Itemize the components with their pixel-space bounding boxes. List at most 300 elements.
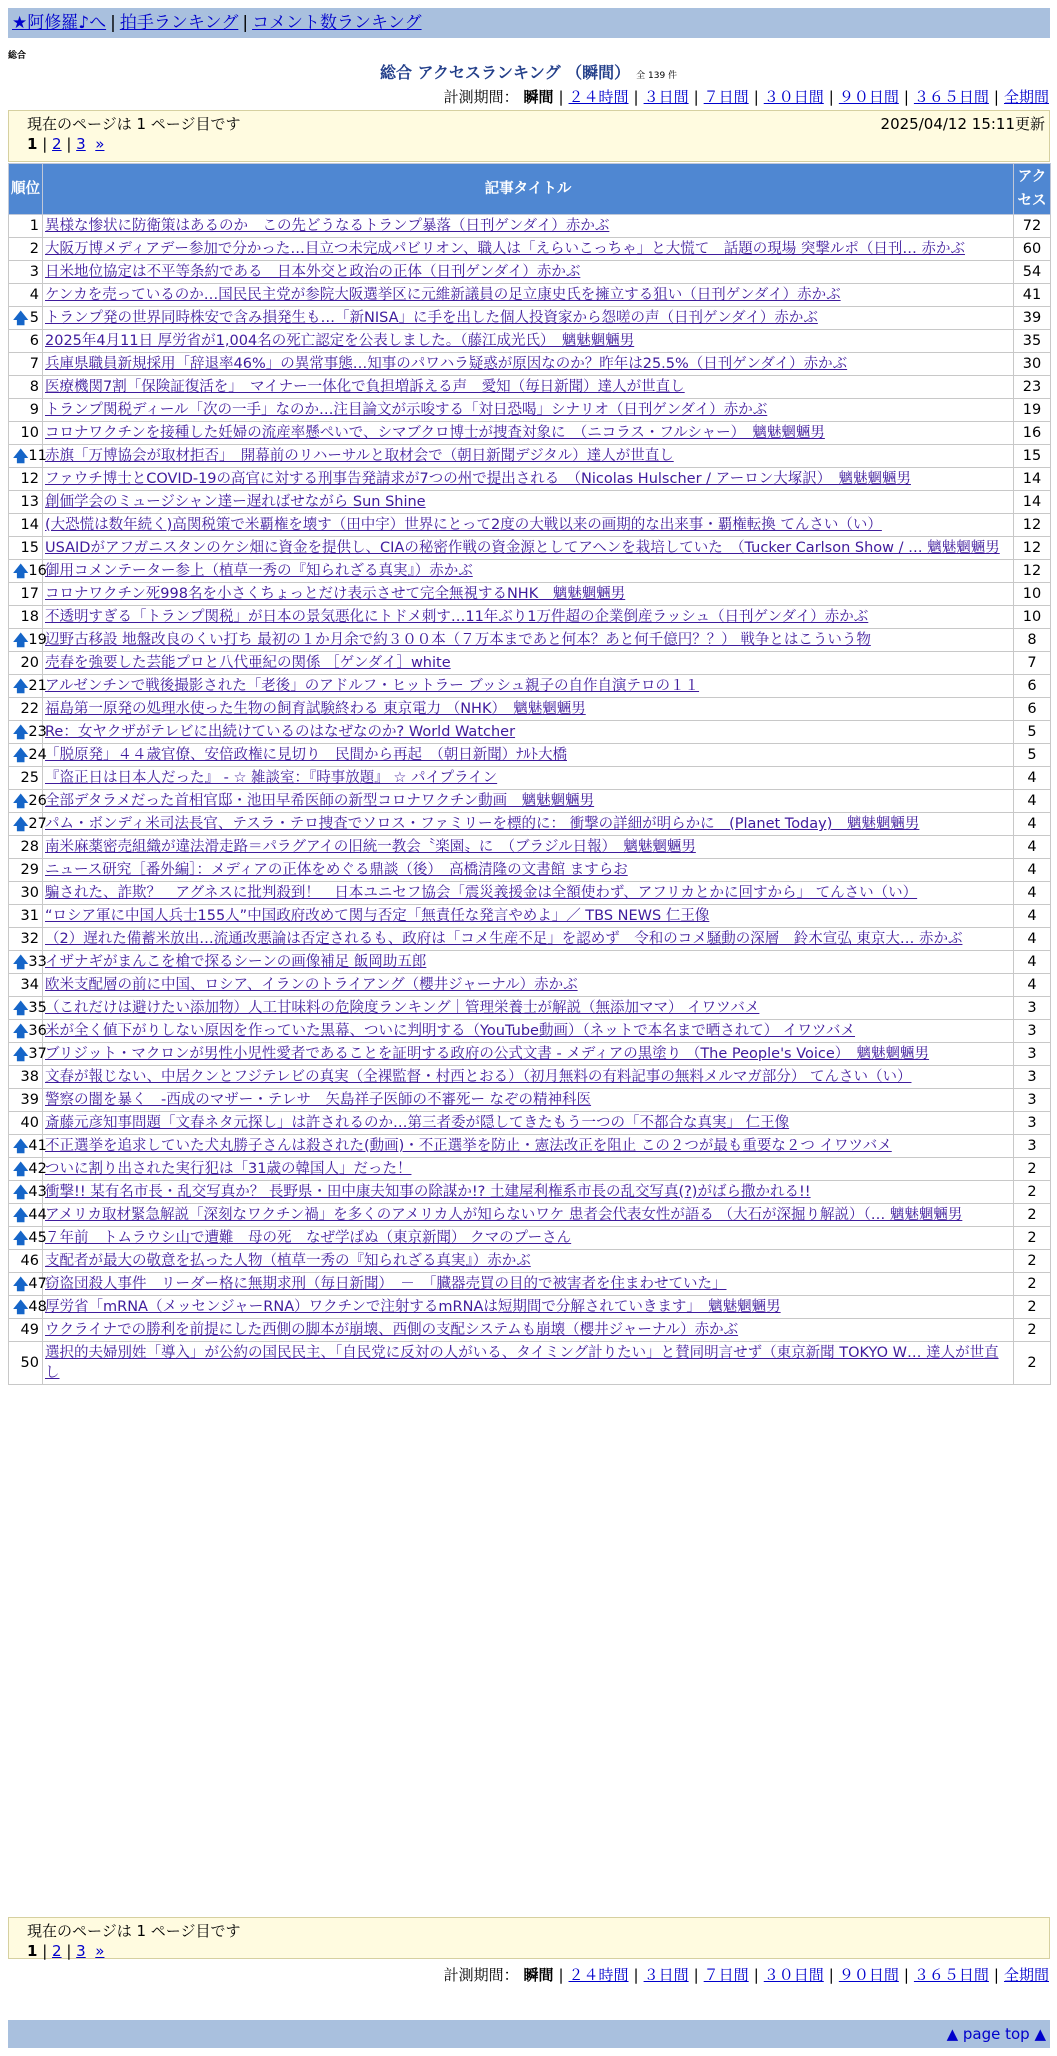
title-cell: [43, 376, 1014, 399]
rank-cell: [9, 1204, 47, 1227]
table-row: [9, 859, 1051, 882]
article-link[interactable]: 衝撃!! 某有名市長・乱交写真か？ 長野県・田中康夫知事の除謀か!? 土建屋利権系市長の乱交写真(?)がばら撒かれる!!: [45, 1184, 811, 1200]
rank-up-arrow-icon: 🡅: [13, 1298, 29, 1316]
article-link[interactable]: ７年前 トムラウシ山で遭難 母の死 なぜ学ばぬ（東京新聞） クマのプーさん: [45, 1230, 572, 1246]
access-count: 6: [1014, 698, 1051, 721]
table-row: [9, 1135, 1051, 1158]
rank-number: 47: [28, 1276, 47, 1292]
title-cell: [43, 836, 1014, 859]
page-link-3[interactable]: 3: [76, 1942, 86, 1960]
rank-up-arrow-icon: 🡅: [13, 815, 29, 833]
article-link[interactable]: 「脱原発」４４歳官僚、安倍政権に見切り 民間から再起 （朝日新聞）ﾅﾙﾄ大橋: [45, 747, 567, 763]
rank-cell: [9, 974, 43, 997]
table-row: [9, 629, 1051, 652]
period-90d-link[interactable]: ９０日間: [838, 88, 899, 106]
table-row: [9, 1158, 1051, 1181]
table-row: [9, 376, 1051, 399]
rank-cell: [9, 1112, 43, 1135]
title-cell: [43, 606, 1014, 629]
article-link[interactable]: 2025年4月11日 厚労省が1,004名の死亡認定を公表しました。（藤江成光氏） 魑魅魍魎男: [45, 333, 635, 349]
rank-number: 22: [20, 701, 39, 717]
access-count: 4: [1014, 859, 1051, 882]
period-all-link[interactable]: 全期間: [1003, 1966, 1049, 1984]
article-link[interactable]: 騙された、詐欺？ アグネスに批判殺到！ 日本ユニセフ協会「震災義援金は全額使わず、アフリカとかに回すから」 てんさい（い）: [45, 885, 918, 901]
nav-separator: |: [242, 13, 249, 33]
article-link[interactable]: 赤旗「万博協会が取材拒否」 開幕前のリハーサルと取材会で（朝日新聞デジタル）達人が世直し: [45, 448, 674, 464]
rank-up-arrow-icon: 🡅: [13, 1206, 29, 1224]
rank-number: 18: [20, 609, 39, 625]
title-cell: [43, 675, 1014, 698]
access-count: 2: [1014, 1250, 1051, 1273]
table-row: [9, 1273, 1051, 1296]
title-cell: [43, 1342, 1014, 1385]
title-cell: [43, 560, 1014, 583]
article-link[interactable]: 不正選挙を追求していた犬丸勝子さんは殺された(動画)・不正選挙を防止・憲法改正を阻止 この２つが最も重要な２つ イワツバメ: [45, 1138, 892, 1154]
rank-number: 19: [28, 632, 47, 648]
title-cell: [43, 1020, 1014, 1043]
rank-cell: [9, 353, 43, 376]
rank-number: 8: [29, 379, 39, 395]
nav-home-link[interactable]: ★阿修羅♪へ: [12, 13, 107, 33]
table-row: [9, 238, 1051, 261]
access-count: 3: [1014, 1020, 1051, 1043]
header-title: 記事タイトル: [43, 164, 1014, 215]
article-link[interactable]: ケンカを売っているのか…国民民主党が参院大阪選挙区に元維新議員の足立康史氏を擁立する狙い（日刊ゲンダイ）赤かぶ: [45, 287, 841, 303]
rank-up-arrow-icon: 🡅: [13, 746, 29, 764]
title-cell: [43, 974, 1014, 997]
rank-cell: [9, 905, 43, 928]
title-cell: [43, 813, 1014, 836]
rank-number: 17: [20, 586, 39, 602]
category-label: 総合: [8, 51, 27, 61]
table-row: [9, 1250, 1051, 1273]
article-link[interactable]: 御用コメンテーター参上（植草一秀の『知られざる真実』）赤かぶ: [45, 563, 473, 579]
title-cell: [43, 307, 1014, 330]
title-cell: [43, 744, 1014, 767]
period-7d-link[interactable]: ７日間: [703, 88, 749, 106]
access-count: 2: [1014, 1227, 1051, 1250]
table-row: [9, 1020, 1051, 1043]
total-count: 全 139 件: [636, 71, 678, 81]
access-count: 10: [1014, 606, 1051, 629]
access-count: 4: [1014, 928, 1051, 951]
access-count: 39: [1014, 307, 1051, 330]
rank-number: 39: [20, 1092, 39, 1108]
rank-number: 5: [29, 310, 39, 326]
article-link[interactable]: トランプ発の世界同時株安で含み損発生も…「新NISA」に手を出した個人投資家から怨嗟の声（日刊ゲンダイ）赤かぶ: [45, 310, 818, 326]
article-link[interactable]: （これだけは避けたい添加物）人工甘味料の危険度ランキング｜管理栄養士が解説（無添加ママ） イワツバメ: [45, 1000, 760, 1016]
rank-cell: [9, 698, 43, 721]
rank-number: 11: [28, 448, 47, 464]
rank-number: 33: [28, 954, 47, 970]
article-link[interactable]: パム・ボンディ米司法長官、テスラ・テロ捜査でソロス・ファミリーを標的に： 衝撃の詳細が明らかに (Planet Today) 魑魅魍魎男: [45, 816, 920, 832]
access-count: 12: [1014, 514, 1051, 537]
period-3d-link[interactable]: ３日間: [643, 88, 689, 106]
article-link[interactable]: 米が全く値下がりしない原因を作っていた黒幕、ついに判明する（YouTube動画）（ネットで本名まで晒されて） イワツバメ: [45, 1023, 856, 1039]
article-link[interactable]: アメリカ取材緊急解説「深刻なワクチン禍」を多くのアメリカ人が知らないワケ 患者会代表女性が語る （大石が深掘り解説）（… 魑魅魍魎男: [45, 1207, 963, 1223]
rank-number: 41: [28, 1138, 47, 1154]
article-link[interactable]: 『盗正日は日本人だった』 - ☆ 雑談室：『時事放題』 ☆ パイプライン: [45, 770, 498, 786]
period-24h-link[interactable]: ２４時間: [568, 88, 629, 106]
article-link[interactable]: ブリジット・マクロンが男性小児性愛者であることを証明する政府の公式文書 - メディアの黒塗り （The People's Voice） 魑魅魍魎男: [45, 1046, 930, 1062]
rank-number: 35: [28, 1000, 47, 1016]
table-row: [9, 698, 1051, 721]
article-link[interactable]: 売春を強要した芸能プロと八代亜紀の関係 ［ゲンダイ］white: [45, 655, 451, 671]
table-row: [9, 307, 1051, 330]
table-row: [9, 1043, 1051, 1066]
rank-cell: [9, 859, 43, 882]
article-link[interactable]: 兵庫県職員新規採用「辞退率46%」の異常事態…知事のパワハラ疑惑が原因なのか？昨年は25.5%（日刊ゲンダイ）赤かぶ: [45, 356, 848, 372]
title-cell: [43, 1043, 1014, 1066]
rank-number: 4: [29, 287, 39, 303]
rank-up-arrow-icon: 🡅: [13, 723, 29, 741]
rank-cell: [9, 1250, 43, 1273]
title-cell: [43, 1250, 1014, 1273]
period-3d-link[interactable]: ３日間: [643, 1966, 689, 1984]
rank-cell: [9, 491, 43, 514]
title-cell: [43, 215, 1014, 238]
page-title: [0, 60, 1057, 83]
article-link[interactable]: 厚労省「mRNA（メッセンジャーRNA）ワクチンで注射するmRNAは短期間で分解されていきます」 魑魅魍魎男: [45, 1299, 781, 1315]
title-cell: [43, 1181, 1014, 1204]
table-header-row: [9, 164, 1051, 215]
access-count: 3: [1014, 1135, 1051, 1158]
rank-number: 9: [29, 402, 39, 418]
rank-cell: [9, 261, 43, 284]
table-row: [9, 606, 1051, 629]
access-count: 4: [1014, 951, 1051, 974]
rank-number: 10: [20, 425, 39, 441]
title-cell: [43, 1204, 1014, 1227]
page-link-current: 1: [27, 135, 38, 153]
table-row: [9, 721, 1051, 744]
header-access: アクセス: [1014, 164, 1051, 215]
title-cell: [43, 790, 1014, 813]
article-link[interactable]: ニュース研究［番外編］：メディアの正体をめぐる鼎談（後） 高橋清隆の文書館 ますらお: [45, 862, 628, 878]
ranking-table: [8, 163, 1051, 1385]
article-link[interactable]: ウクライナでの勝利を前提にした西側の脚本が崩壊、西側の支配システムも崩壊（櫻井ジャーナル）赤かぶ: [45, 1322, 739, 1338]
current-page-text: 現在のページは 1 ページ目です: [27, 1922, 241, 1940]
article-link[interactable]: 創価学会のミュージシャン達ー遅ればせながら Sun Shine: [45, 494, 426, 510]
access-count: 12: [1014, 537, 1051, 560]
access-count: 2: [1014, 1181, 1051, 1204]
rank-cell: [9, 744, 47, 767]
access-count: 4: [1014, 790, 1051, 813]
table-row: [9, 1089, 1051, 1112]
table-row: [9, 514, 1051, 537]
article-link[interactable]: 全部デタラメだった首相官邸・池田早希医師の新型コロナワクチン動画 魑魅魍魎男: [45, 793, 595, 809]
table-row: [9, 744, 1051, 767]
article-link[interactable]: 欧米支配層の前に中国、ロシア、イランのトライアング（櫻井ジャーナル）赤かぶ: [45, 977, 578, 993]
footer-bar: [8, 2020, 1050, 2048]
page-link-2[interactable]: 2: [52, 1942, 62, 1960]
rank-number: 1: [29, 218, 39, 234]
period-label: 計測期間：: [443, 88, 519, 106]
pager-top: [8, 110, 1050, 162]
article-link[interactable]: （2）遅れた備蓄米放出…流通改悪論は否定されるも、政府は「コメ生産不足」を認めず 令和のコメ騒動の深層 鈴木宣弘 東京大… 赤かぶ: [45, 931, 963, 947]
access-count: 5: [1014, 744, 1051, 767]
rank-up-arrow-icon: 🡅: [13, 562, 29, 580]
title-cell: [43, 261, 1014, 284]
page-links: 1 | 2 | 3 »: [27, 1942, 105, 1960]
nav-clap-ranking-link[interactable]: 拍手ランキング: [119, 13, 239, 33]
page-link-2[interactable]: 2: [52, 135, 62, 153]
rank-cell: [9, 882, 43, 905]
article-link[interactable]: (大恐慌は数年続く)高関税策で米覇権を壊す（田中宇）世界にとって2度の大戦以来の画期的な出来事・覇権転換 てんさい（い）: [45, 517, 882, 533]
rank-cell: [9, 606, 43, 629]
nav-separator: |: [110, 13, 116, 33]
rank-number: 37: [28, 1046, 47, 1062]
rank-up-arrow-icon: 🡅: [13, 309, 29, 327]
rank-cell: [9, 330, 43, 353]
header-rank: 順位: [9, 164, 43, 215]
article-link[interactable]: 日米地位協定は不平等条約である 日本外交と政治の正体（日刊ゲンダイ）赤かぶ: [45, 264, 581, 280]
table-row: [9, 813, 1051, 836]
article-link[interactable]: トランプ関税ディール「次の一手」なのか…注目論文が示唆する「対日恐喝」シナリオ（日刊ゲンダイ）赤かぶ: [45, 402, 768, 418]
table-row: [9, 215, 1051, 238]
table-row: [9, 537, 1051, 560]
table-row: [9, 1204, 1051, 1227]
rank-cell: [9, 514, 43, 537]
article-link[interactable]: イザナギがまんこを槍で探るシーンの画像補足 飯岡助五郎: [45, 954, 427, 970]
rank-cell: [9, 376, 43, 399]
access-count: 3: [1014, 1112, 1051, 1135]
table-row: [9, 445, 1051, 468]
access-count: 16: [1014, 422, 1051, 445]
rank-number: 21: [28, 678, 47, 694]
article-link[interactable]: アルゼンチンで戦後撮影された「老後」のアドルフ・ヒットラー ブッシュ親子の自作自演テロの１１: [45, 678, 700, 694]
table-row: [9, 560, 1051, 583]
access-count: 7: [1014, 652, 1051, 675]
rank-number: 13: [20, 494, 39, 510]
table-row: [9, 882, 1051, 905]
rank-cell: [9, 767, 43, 790]
period-selector-bottom: 計測期間： 瞬間 | ２４時間 | ３日間 | ７日間 | ３０日間 | ９０日間 | ３６５日間 | 全期間: [443, 1966, 1049, 1984]
rank-number: 31: [20, 908, 39, 924]
title-cell: [43, 1319, 1014, 1342]
page-link-3[interactable]: 3: [76, 135, 86, 153]
title-cell: [43, 698, 1014, 721]
rank-number: 26: [28, 793, 47, 809]
rank-up-arrow-icon: 🡅: [13, 1183, 29, 1201]
period-365d-link[interactable]: ３６５日間: [913, 88, 989, 106]
rank-up-arrow-icon: 🡅: [13, 1229, 29, 1247]
rank-number: 25: [20, 770, 39, 786]
table-row: [9, 284, 1051, 307]
access-count: 3: [1014, 1089, 1051, 1112]
article-link[interactable]: コロナワクチン死998名を小さくちょっとだけ表示させて完全無視するNHK 魑魅魍魎男: [45, 586, 626, 602]
title-cell: [43, 1135, 1014, 1158]
page-next-link[interactable]: »: [95, 135, 105, 153]
top-nav-bar: [8, 8, 1050, 38]
rank-cell: [9, 399, 43, 422]
period-7d-link[interactable]: ７日間: [703, 1966, 749, 1984]
rank-up-arrow-icon: 🡅: [13, 631, 29, 649]
article-link[interactable]: Re：女ヤクザがテレビに出続けているのはなぜなのか? World Watcher: [45, 724, 516, 740]
title-cell: [43, 445, 1014, 468]
nav-comment-ranking-link[interactable]: コメント数ランキング: [252, 13, 422, 33]
title-cell: [43, 399, 1014, 422]
current-page-text: 現在のページは 1 ページ目です: [27, 115, 241, 133]
title-cell: [43, 882, 1014, 905]
rank-cell: [9, 1342, 43, 1385]
article-link[interactable]: 南米麻薬密売組織が違法滑走路＝パラグアイの旧統一教会〝楽園〟に （ブラジル日報） 魑魅魍魎男: [45, 839, 696, 855]
rank-cell: [9, 790, 47, 813]
title-cell: [43, 928, 1014, 951]
rank-number: 30: [20, 885, 39, 901]
rank-up-arrow-icon: 🡅: [13, 792, 29, 810]
article-link[interactable]: 辺野古移設 地盤改良のくい打ち 最初の１か月余で約３００本（７万本まであと何本？あと何千億円？？） 戦争とはこういう物: [45, 632, 871, 648]
rank-up-arrow-icon: 🡅: [13, 1160, 29, 1178]
rank-number: 6: [29, 333, 39, 349]
access-count: 2: [1014, 1273, 1051, 1296]
period-30d-link[interactable]: ３０日間: [763, 1966, 824, 1984]
period-90d-link[interactable]: ９０日間: [838, 1966, 899, 1984]
access-count: 4: [1014, 813, 1051, 836]
title-cell: [43, 997, 1014, 1020]
page-next-link[interactable]: »: [95, 1942, 105, 1960]
article-link[interactable]: 福島第一原発の処理水使った生物の飼育試験終わる 東京電力 （NHK） 魑魅魍魎男: [45, 701, 586, 717]
rank-cell: [9, 238, 43, 261]
rank-number: 27: [28, 816, 47, 832]
rank-number: 40: [20, 1115, 39, 1131]
title-cell: [43, 1296, 1014, 1319]
rank-cell: [9, 284, 43, 307]
article-link[interactable]: ついに割り出された実行犯は「31歳の韓国人」だった！: [45, 1161, 412, 1177]
table-row: [9, 951, 1051, 974]
ranking-body: [9, 215, 1051, 1385]
title-cell: [43, 330, 1014, 353]
access-count: 60: [1014, 238, 1051, 261]
rank-number: 7: [29, 356, 39, 372]
rank-up-arrow-icon: 🡅: [13, 999, 29, 1017]
period-365d-link[interactable]: ３６５日間: [913, 1966, 989, 1984]
rank-number: 16: [28, 563, 47, 579]
period-selector-top: 計測期間： 瞬間 | ２４時間 | ３日間 | ７日間 | ３０日間 | ９０日間 | ３６５日間 | 全期間: [443, 88, 1049, 106]
access-count: 2: [1014, 1158, 1051, 1181]
access-count: 4: [1014, 974, 1051, 997]
access-count: 10: [1014, 583, 1051, 606]
title-cell: [43, 951, 1014, 974]
pager-bottom: [8, 1917, 1050, 1959]
rank-cell: [9, 1043, 47, 1066]
article-link[interactable]: 選択的夫婦別姓「導入」が公約の国民民主、「自民党に反対の人がいる、タイミング計りたい」と賛同明言せず（東京新聞 TOKYO W… 達人が世直し: [45, 1345, 999, 1381]
article-link[interactable]: 不透明すぎる「トランプ関税」が日本の景気悪化にトドメ刺す…11年ぶり1万件超の企業倒産ラッシュ（日刊ゲンダイ）赤かぶ: [45, 609, 869, 625]
article-link[interactable]: 窃盗団殺人事件 リーダー格に無期求刑（毎日新聞） － 「臓器売買の目的で被害者を住まわせていた」: [45, 1276, 727, 1292]
title-cell: [43, 1227, 1014, 1250]
title-cell: [43, 468, 1014, 491]
rank-number: 12: [20, 471, 39, 487]
table-row: [9, 652, 1051, 675]
rank-cell: [9, 675, 47, 698]
page-links: 1 | 2 | 3 »: [27, 135, 105, 153]
article-link[interactable]: “ロシア軍に中国人兵士155人”中国政府改めて関与否定「無責任な発言やめよ」／ TBS NEWS 仁王像: [45, 908, 710, 924]
period-30d-link[interactable]: ３０日間: [763, 88, 824, 106]
access-count: 14: [1014, 491, 1051, 514]
rank-up-arrow-icon: 🡅: [13, 1275, 29, 1293]
period-all-link[interactable]: 全期間: [1003, 88, 1049, 106]
title-cell: [43, 491, 1014, 514]
rank-cell: [9, 1273, 47, 1296]
article-link[interactable]: 大阪万博メディアデー参加で分かった…目立つ未完成パビリオン、職人は「えらいこっちゃ」と大慌て 話題の現場 突撃ルポ（日刊… 赤かぶ: [45, 241, 965, 257]
table-row: [9, 1066, 1051, 1089]
page-title-text: 総合 アクセスランキング （瞬間）: [379, 63, 631, 82]
title-cell: [43, 422, 1014, 445]
title-cell: [43, 583, 1014, 606]
table-row: [9, 261, 1051, 284]
rank-cell: [9, 583, 43, 606]
title-cell: [43, 629, 1014, 652]
article-link[interactable]: 警察の闇を暴く -西成のマザー・テレサ 矢島祥子医師の不審死ー なぞの精神科医: [45, 1092, 592, 1108]
table-row: [9, 836, 1051, 859]
table-row: [9, 399, 1051, 422]
access-count: 8: [1014, 629, 1051, 652]
access-count: 3: [1014, 997, 1051, 1020]
article-link[interactable]: 医療機関7割「保険証復活を」 マイナー一体化で負担増訴える声 愛知（毎日新聞）達人が世直し: [45, 379, 685, 395]
rank-cell: [9, 468, 43, 491]
article-link[interactable]: 文春が報じない、中居クンとフジテレビの真実（全裸監督・村西とおる）（初月無料の有料記事の無料メルマガ部分） てんさい（い）: [45, 1069, 912, 1085]
access-count: 2: [1014, 1296, 1051, 1319]
article-link[interactable]: コロナワクチンを接種した妊婦の流産率懸ぺいで、シマブクロ博士が捜査対象に （ニコラス・フルシャー） 魑魅魍魎男: [45, 425, 825, 441]
table-row: [9, 675, 1051, 698]
rank-cell: [9, 629, 47, 652]
rank-cell: [9, 560, 47, 583]
access-count: 5: [1014, 721, 1051, 744]
access-count: 41: [1014, 284, 1051, 307]
table-row: [9, 974, 1051, 997]
rank-number: 42: [28, 1161, 47, 1177]
access-count: 3: [1014, 1066, 1051, 1089]
article-link[interactable]: 斎藤元彦知事問題「文春ネタ元探し」は許されるのか…第三者委が隠してきたもう一つの「不都合な真実」 仁王像: [45, 1115, 790, 1131]
rank-number: 48: [28, 1299, 47, 1315]
article-link[interactable]: 異様な惨状に防衛策はあるのか この先どうなるトランプ暴落（日刊ゲンダイ）赤かぶ: [45, 218, 610, 234]
title-cell: [43, 284, 1014, 307]
rank-cell: [9, 422, 43, 445]
article-link[interactable]: 支配者が最大の敬意を払った人物（植草一秀の『知られざる真実』）赤かぶ: [45, 1253, 531, 1269]
rank-number: 29: [20, 862, 39, 878]
article-link[interactable]: USAIDがアフガニスタンのケシ畑に資金を提供し、CIAの秘密作戦の資金源としてアヘンを栽培していた （Tucker Carlson Show / … 魑魅魍魎男: [45, 540, 1000, 556]
access-count: 2: [1014, 1319, 1051, 1342]
rank-cell: [9, 1158, 47, 1181]
rank-cell: [9, 951, 47, 974]
title-cell: [43, 1112, 1014, 1135]
rank-number: 43: [28, 1184, 47, 1200]
rank-number: 49: [20, 1322, 39, 1338]
access-count: 4: [1014, 836, 1051, 859]
access-count: 2: [1014, 1204, 1051, 1227]
title-cell: [43, 353, 1014, 376]
period-label: 計測期間：: [443, 1966, 519, 1984]
period-24h-link[interactable]: ２４時間: [568, 1966, 629, 1984]
table-row: [9, 1319, 1051, 1342]
page-top-link[interactable]: ▲ page top ▲: [946, 2025, 1046, 2043]
rank-cell: [9, 997, 47, 1020]
article-link[interactable]: ファウチ博士とCOVID-19の高官に対する刑事告発請求が7つの州で提出される （Nicolas Hulscher / アーロン大塚訳） 魑魅魍魎男: [45, 471, 911, 487]
title-cell: [43, 905, 1014, 928]
table-row: [9, 353, 1051, 376]
access-count: 6: [1014, 675, 1051, 698]
rank-cell: [9, 1319, 43, 1342]
rank-number: 32: [20, 931, 39, 947]
table-row: [9, 1112, 1051, 1135]
table-row: [9, 1342, 1051, 1385]
title-cell: [43, 238, 1014, 261]
rank-cell: [9, 928, 43, 951]
rank-cell: [9, 813, 47, 836]
rank-cell: [9, 1296, 47, 1319]
table-row: [9, 583, 1051, 606]
table-row: [9, 928, 1051, 951]
